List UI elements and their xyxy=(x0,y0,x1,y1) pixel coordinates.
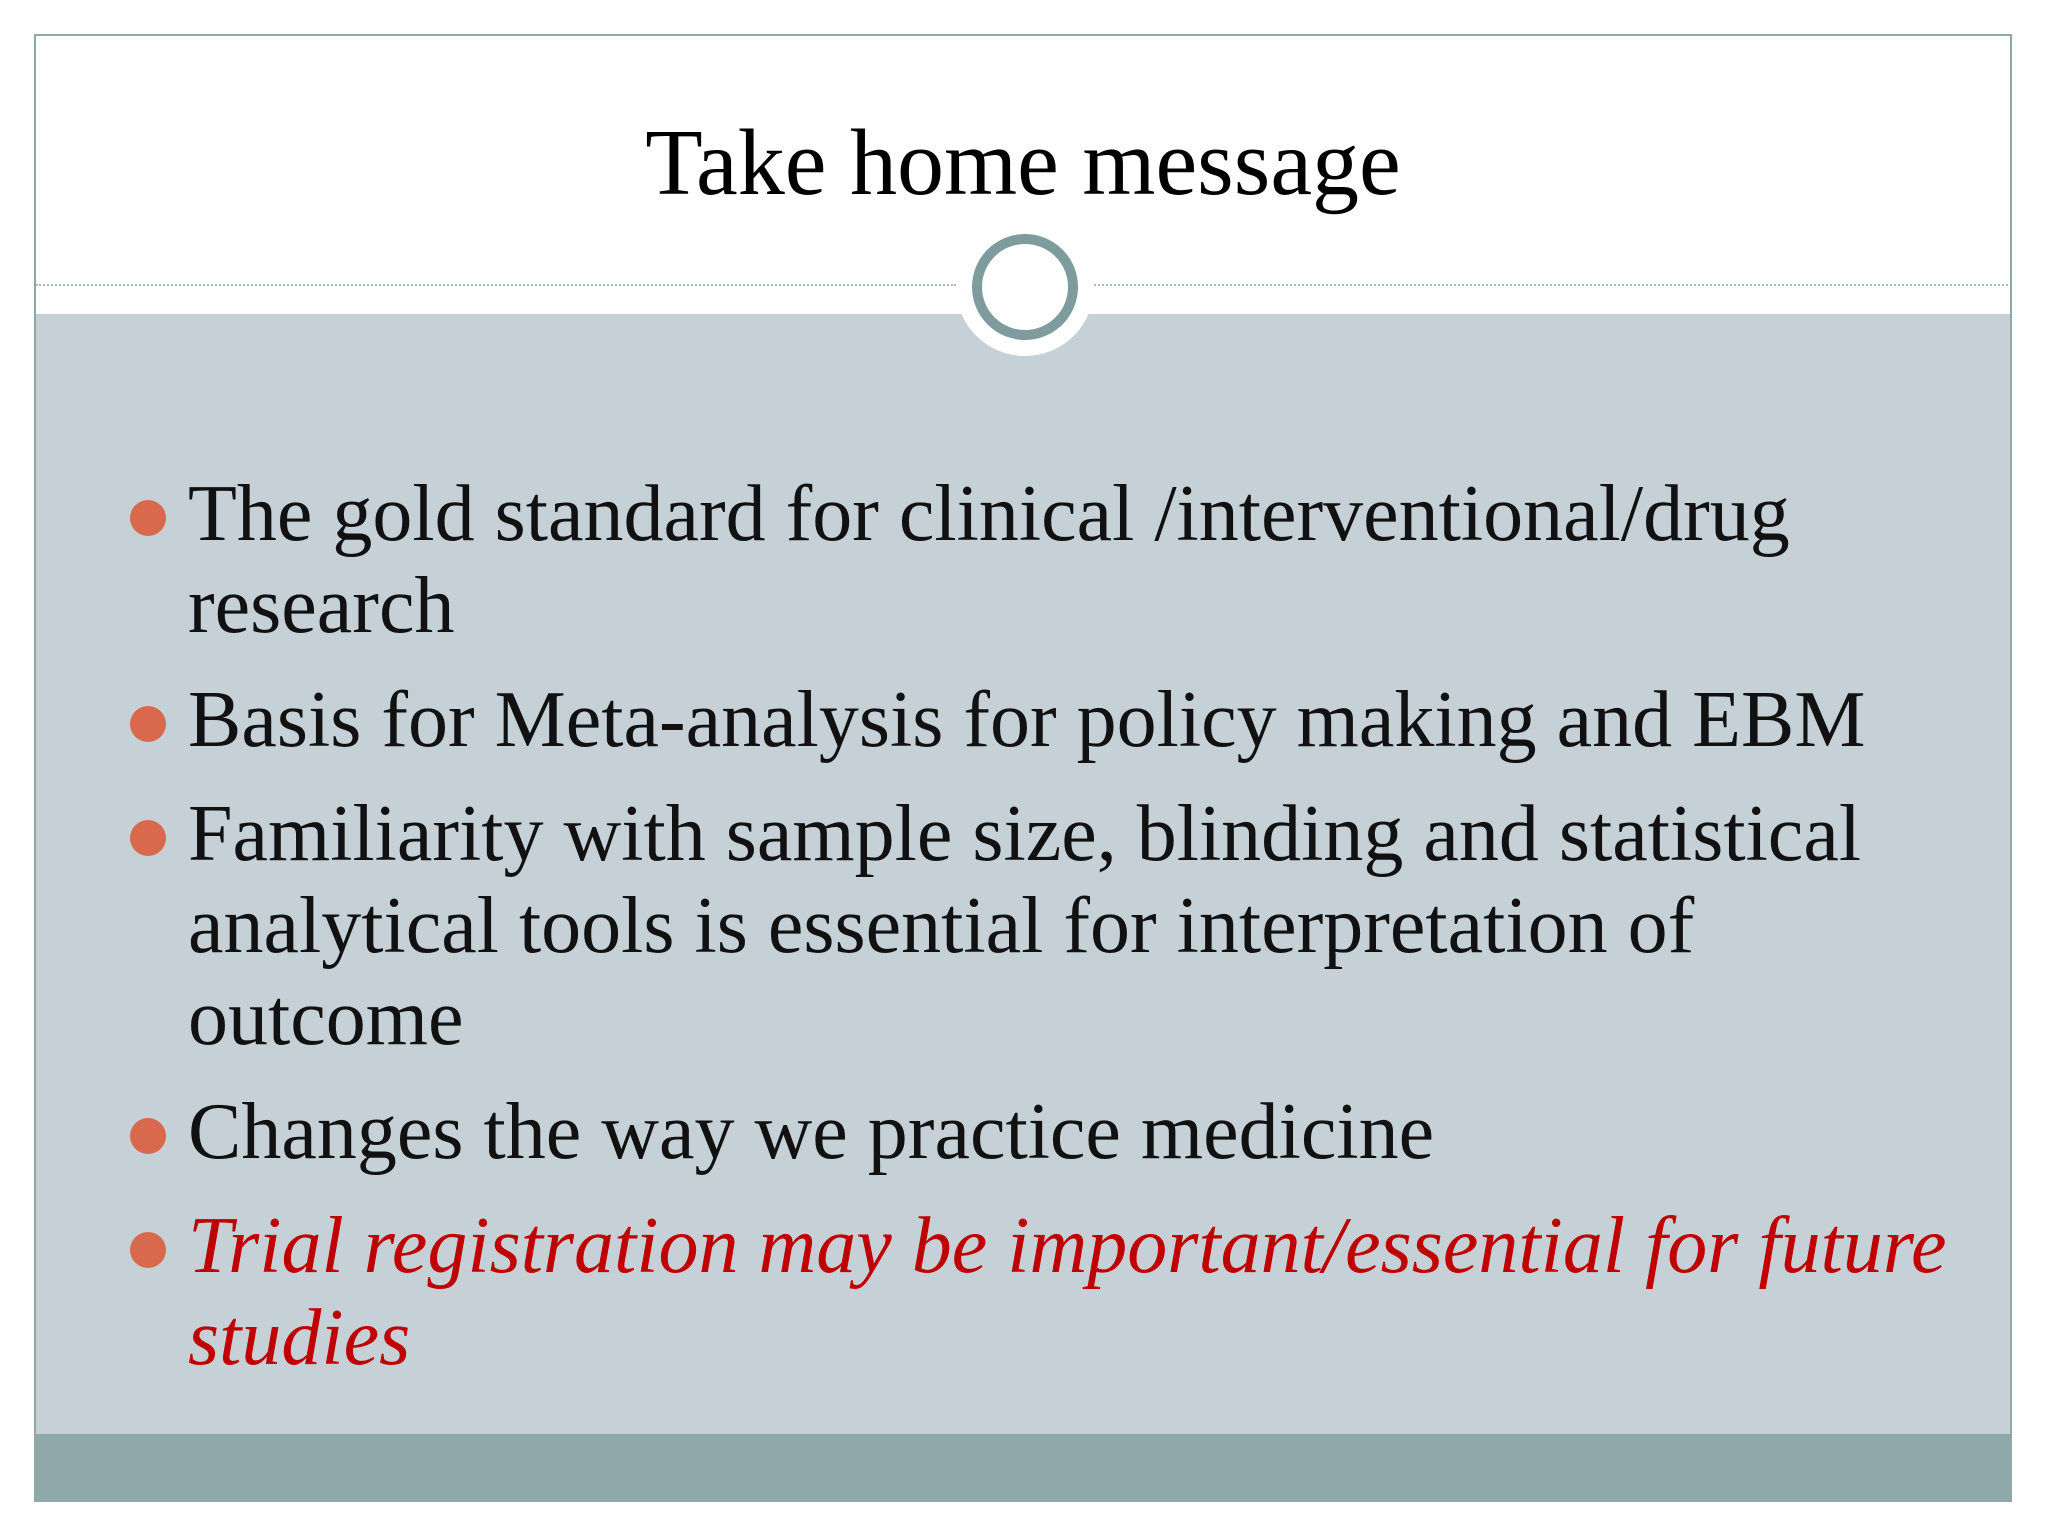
bullet-text: Changes the way we practice medicine xyxy=(188,1088,1435,1176)
bullet-text: Trial registration may be important/essential for future studies xyxy=(188,1202,1947,1382)
bullet-item-meta-analysis xyxy=(96,674,1976,766)
footer-band xyxy=(36,1434,2010,1502)
bullet-item-changes-practice xyxy=(96,1086,1976,1178)
bullet-list xyxy=(96,468,1976,1406)
bullet-dot-icon xyxy=(130,1118,166,1154)
title-divider-left xyxy=(36,284,956,286)
bullet-item-familiarity xyxy=(96,788,1976,1064)
content-area xyxy=(36,314,2010,1434)
slide-title: Take home message xyxy=(645,111,1401,215)
bullet-item-gold-standard xyxy=(96,468,1976,652)
bullet-dot-icon xyxy=(130,1232,166,1268)
title-divider-right xyxy=(1094,284,2012,286)
bullet-item-trial-registration xyxy=(96,1200,1976,1384)
bullet-text: The gold standard for clinical /interventional/drug research xyxy=(188,470,1790,650)
ring-icon xyxy=(972,234,1078,340)
bullet-text: Basis for Meta-analysis for policy making and EBM xyxy=(188,676,1866,764)
bullet-text: Familiarity with sample size, blinding and statistical analytical tools is essential for interpretation of outcome xyxy=(188,790,1862,1062)
bullet-dot-icon xyxy=(130,706,166,742)
slide xyxy=(34,34,2012,1502)
bullet-dot-icon xyxy=(130,820,166,856)
bullet-dot-icon xyxy=(130,500,166,536)
